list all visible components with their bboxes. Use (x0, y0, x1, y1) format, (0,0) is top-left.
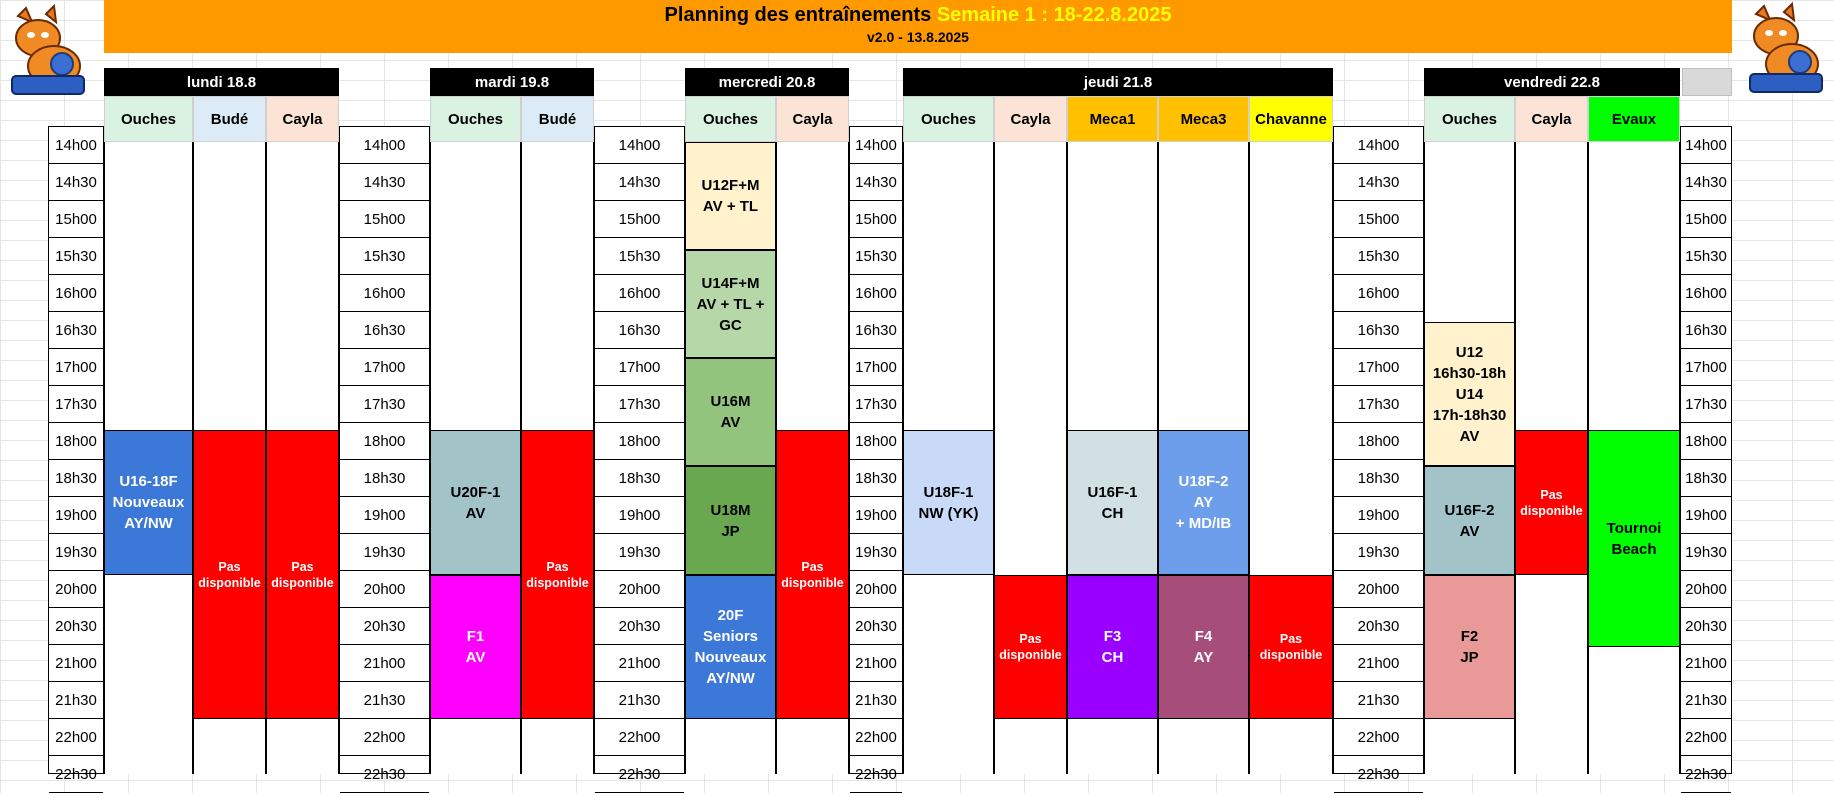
time-slot: 20h30 (850, 608, 902, 645)
unavailable-block: Pas disponible (994, 575, 1067, 719)
time-slot: 16h00 (49, 275, 103, 312)
venue-header-ouches: Ouches (903, 96, 994, 142)
club-logo-left (4, 4, 90, 104)
time-slot: 16h30 (1681, 312, 1731, 349)
time-slot: 17h30 (49, 386, 103, 423)
time-slot: 18h30 (595, 460, 684, 497)
time-slot: 15h30 (49, 238, 103, 275)
time-slot: 19h30 (595, 534, 684, 571)
time-slot: 14h30 (595, 164, 684, 201)
page-title: Planning des entraînements Semaine 1 : 18-22.8.2025 (664, 4, 1172, 26)
time-slot: 21h30 (1334, 682, 1423, 719)
session-block: F1 AV (430, 575, 521, 719)
time-slot: 19h00 (340, 497, 429, 534)
time-slot: 16h30 (850, 312, 902, 349)
time-column (339, 126, 430, 783)
time-slot: 19h30 (850, 534, 902, 571)
time-slot: 20h30 (49, 608, 103, 645)
time-slot: 15h30 (850, 238, 902, 275)
time-slot: 16h30 (1334, 312, 1423, 349)
session-block: U18F-1 NW (YK) (903, 430, 994, 575)
time-slot: 18h00 (49, 423, 103, 460)
time-slot: 22h30 (1334, 756, 1423, 793)
time-slot: 14h30 (49, 164, 103, 201)
session-block: U18M JP (685, 466, 776, 575)
time-slot: 14h30 (1334, 164, 1423, 201)
time-slot: 17h30 (1334, 386, 1423, 423)
venue-header-cayla: Cayla (994, 96, 1067, 142)
time-slot: 20h00 (595, 571, 684, 608)
session-block: U20F-1 AV (430, 430, 521, 575)
time-slot: 20h00 (1681, 571, 1731, 608)
time-slot: 17h00 (595, 349, 684, 386)
session-block: F2 JP (1424, 575, 1515, 719)
time-slot: 14h30 (850, 164, 902, 201)
time-slot: 16h00 (1681, 275, 1731, 312)
empty-cell (1682, 68, 1732, 96)
session-block: F4 AY (1158, 575, 1249, 719)
time-slot: 15h30 (1334, 238, 1423, 275)
session-block: U16F-2 AV (1424, 466, 1515, 575)
day-header-mercredi: mercredi 20.8 (685, 68, 849, 96)
time-slot: 19h30 (1681, 534, 1731, 571)
time-slot: 16h30 (595, 312, 684, 349)
venue-header-cayla: Cayla (266, 96, 339, 142)
time-slot: 14h30 (340, 164, 429, 201)
time-column (1680, 126, 1732, 783)
time-slot: 17h30 (1681, 386, 1731, 423)
unavailable-block: Pas disponible (521, 430, 594, 719)
club-logo-right (1742, 2, 1828, 102)
venue-header-ouches: Ouches (685, 96, 776, 142)
time-slot: 15h00 (1681, 201, 1731, 238)
time-slot: 16h00 (850, 275, 902, 312)
time-slot: 14h00 (1334, 127, 1423, 164)
time-slot: 20h30 (340, 608, 429, 645)
time-slot: 15h00 (49, 201, 103, 238)
time-slot: 14h30 (1681, 164, 1731, 201)
venue-header-meca1: Meca1 (1067, 96, 1158, 142)
time-slot: 19h30 (49, 534, 103, 571)
time-slot: 18h00 (1681, 423, 1731, 460)
time-slot: 15h00 (340, 201, 429, 238)
session-block: U16M AV (685, 358, 776, 466)
session-block: U12F+M AV + TL (685, 142, 776, 250)
venue-header-meca3: Meca3 (1158, 96, 1249, 142)
time-slot: 14h00 (340, 127, 429, 164)
time-slot: 22h00 (850, 719, 902, 756)
time-slot: 21h00 (595, 645, 684, 682)
time-slot: 15h30 (1681, 238, 1731, 275)
time-slot: 21h00 (850, 645, 902, 682)
version-label: v2.0 - 13.8.2025 (867, 29, 969, 45)
time-slot: 18h00 (1334, 423, 1423, 460)
time-slot: 21h30 (595, 682, 684, 719)
time-slot: 15h00 (595, 201, 684, 238)
time-slot: 15h30 (595, 238, 684, 275)
time-slot: 22h30 (1681, 756, 1731, 793)
day-header-mardi: mardi 19.8 (430, 68, 594, 96)
time-slot: 19h00 (595, 497, 684, 534)
time-slot: 22h30 (850, 756, 902, 793)
session-block: U16F-1 CH (1067, 430, 1158, 575)
time-slot: 19h30 (1334, 534, 1423, 571)
time-slot: 19h30 (340, 534, 429, 571)
time-slot: 21h00 (340, 645, 429, 682)
time-slot: 21h30 (49, 682, 103, 719)
time-slot: 20h00 (850, 571, 902, 608)
time-slot: 22h30 (340, 756, 429, 793)
venue-header-ouches: Ouches (430, 96, 521, 142)
kangaroo-logo-icon (1742, 2, 1828, 102)
week-label: Semaine 1 : 18-22.8.2025 (936, 4, 1172, 26)
time-slot: 20h30 (1334, 608, 1423, 645)
time-slot: 19h00 (1681, 497, 1731, 534)
time-slot: 20h00 (340, 571, 429, 608)
day-header-jeudi: jeudi 21.8 (903, 68, 1333, 96)
time-slot: 17h00 (1681, 349, 1731, 386)
time-slot: 21h30 (1681, 682, 1731, 719)
time-slot: 20h30 (595, 608, 684, 645)
venue-header-bude: Budé (521, 96, 594, 142)
time-slot: 20h00 (49, 571, 103, 608)
time-slot: 15h00 (850, 201, 902, 238)
unavailable-block: Pas disponible (1515, 430, 1588, 575)
time-slot: 22h30 (595, 756, 684, 793)
time-slot: 20h00 (1334, 571, 1423, 608)
time-slot: 21h00 (49, 645, 103, 682)
session-block: U12 16h30-18h U14 17h-18h30 AV (1424, 322, 1515, 466)
time-slot: 16h00 (340, 275, 429, 312)
time-slot: 16h00 (595, 275, 684, 312)
time-column (594, 126, 685, 783)
time-slot: 17h30 (595, 386, 684, 423)
time-slot: 17h30 (850, 386, 902, 423)
time-slot: 18h30 (850, 460, 902, 497)
time-slot: 14h00 (595, 127, 684, 164)
unavailable-block: Pas disponible (193, 430, 266, 719)
time-slot: 17h00 (850, 349, 902, 386)
time-slot: 14h00 (850, 127, 902, 164)
time-slot: 15h30 (340, 238, 429, 275)
time-slot: 14h00 (49, 127, 103, 164)
venue-header-bude: Budé (193, 96, 266, 142)
time-slot: 19h00 (850, 497, 902, 534)
time-column (1333, 126, 1424, 783)
day-header-lundi: lundi 18.8 (104, 68, 339, 96)
time-slot: 17h00 (1334, 349, 1423, 386)
time-slot: 22h00 (1334, 719, 1423, 756)
time-slot: 22h00 (595, 719, 684, 756)
time-slot: 18h00 (850, 423, 902, 460)
session-block: U14F+M AV + TL + GC (685, 250, 776, 358)
time-slot: 14h00 (1681, 127, 1731, 164)
session-block: Tournoi Beach (1588, 430, 1680, 647)
time-slot: 22h30 (49, 756, 103, 793)
time-slot: 21h00 (1681, 645, 1731, 682)
time-slot: 22h00 (49, 719, 103, 756)
time-slot: 18h30 (49, 460, 103, 497)
session-block: U18F-2 AY + MD/IB (1158, 430, 1249, 575)
venue-header-evaux: Evaux (1588, 96, 1680, 142)
unavailable-block: Pas disponible (776, 430, 849, 719)
time-slot: 22h00 (1681, 719, 1731, 756)
time-slot: 22h00 (340, 719, 429, 756)
venue-header-ouches: Ouches (104, 96, 193, 142)
unavailable-block: Pas disponible (266, 430, 339, 719)
time-slot: 18h30 (340, 460, 429, 497)
time-slot: 17h30 (340, 386, 429, 423)
time-slot: 21h30 (850, 682, 902, 719)
time-column (48, 126, 104, 783)
time-slot: 16h30 (340, 312, 429, 349)
session-block: F3 CH (1067, 575, 1158, 719)
time-slot: 18h30 (1334, 460, 1423, 497)
time-slot: 21h30 (340, 682, 429, 719)
venue-header-cayla: Cayla (1515, 96, 1588, 142)
session-block: 20F Seniors Nouveaux AY/NW (685, 575, 776, 719)
time-column (849, 126, 903, 783)
unavailable-block: Pas disponible (1249, 575, 1333, 719)
time-slot: 21h00 (1334, 645, 1423, 682)
session-block: U16-18F Nouveaux AY/NW (104, 430, 193, 575)
venue-header-ouches: Ouches (1424, 96, 1515, 142)
venue-header-cayla: Cayla (776, 96, 849, 142)
time-slot: 17h00 (49, 349, 103, 386)
time-slot: 15h00 (1334, 201, 1423, 238)
time-slot: 18h00 (595, 423, 684, 460)
time-slot: 16h00 (1334, 275, 1423, 312)
time-slot: 18h30 (1681, 460, 1731, 497)
time-slot: 20h30 (1681, 608, 1731, 645)
time-slot: 18h00 (340, 423, 429, 460)
kangaroo-logo-icon (4, 4, 90, 104)
title-banner (104, 0, 1732, 53)
time-slot: 19h00 (49, 497, 103, 534)
venue-header-chavanne: Chavanne (1249, 96, 1333, 142)
time-slot: 17h00 (340, 349, 429, 386)
time-slot: 16h30 (49, 312, 103, 349)
time-slot: 19h00 (1334, 497, 1423, 534)
day-header-vendredi: vendredi 22.8 (1424, 68, 1680, 96)
